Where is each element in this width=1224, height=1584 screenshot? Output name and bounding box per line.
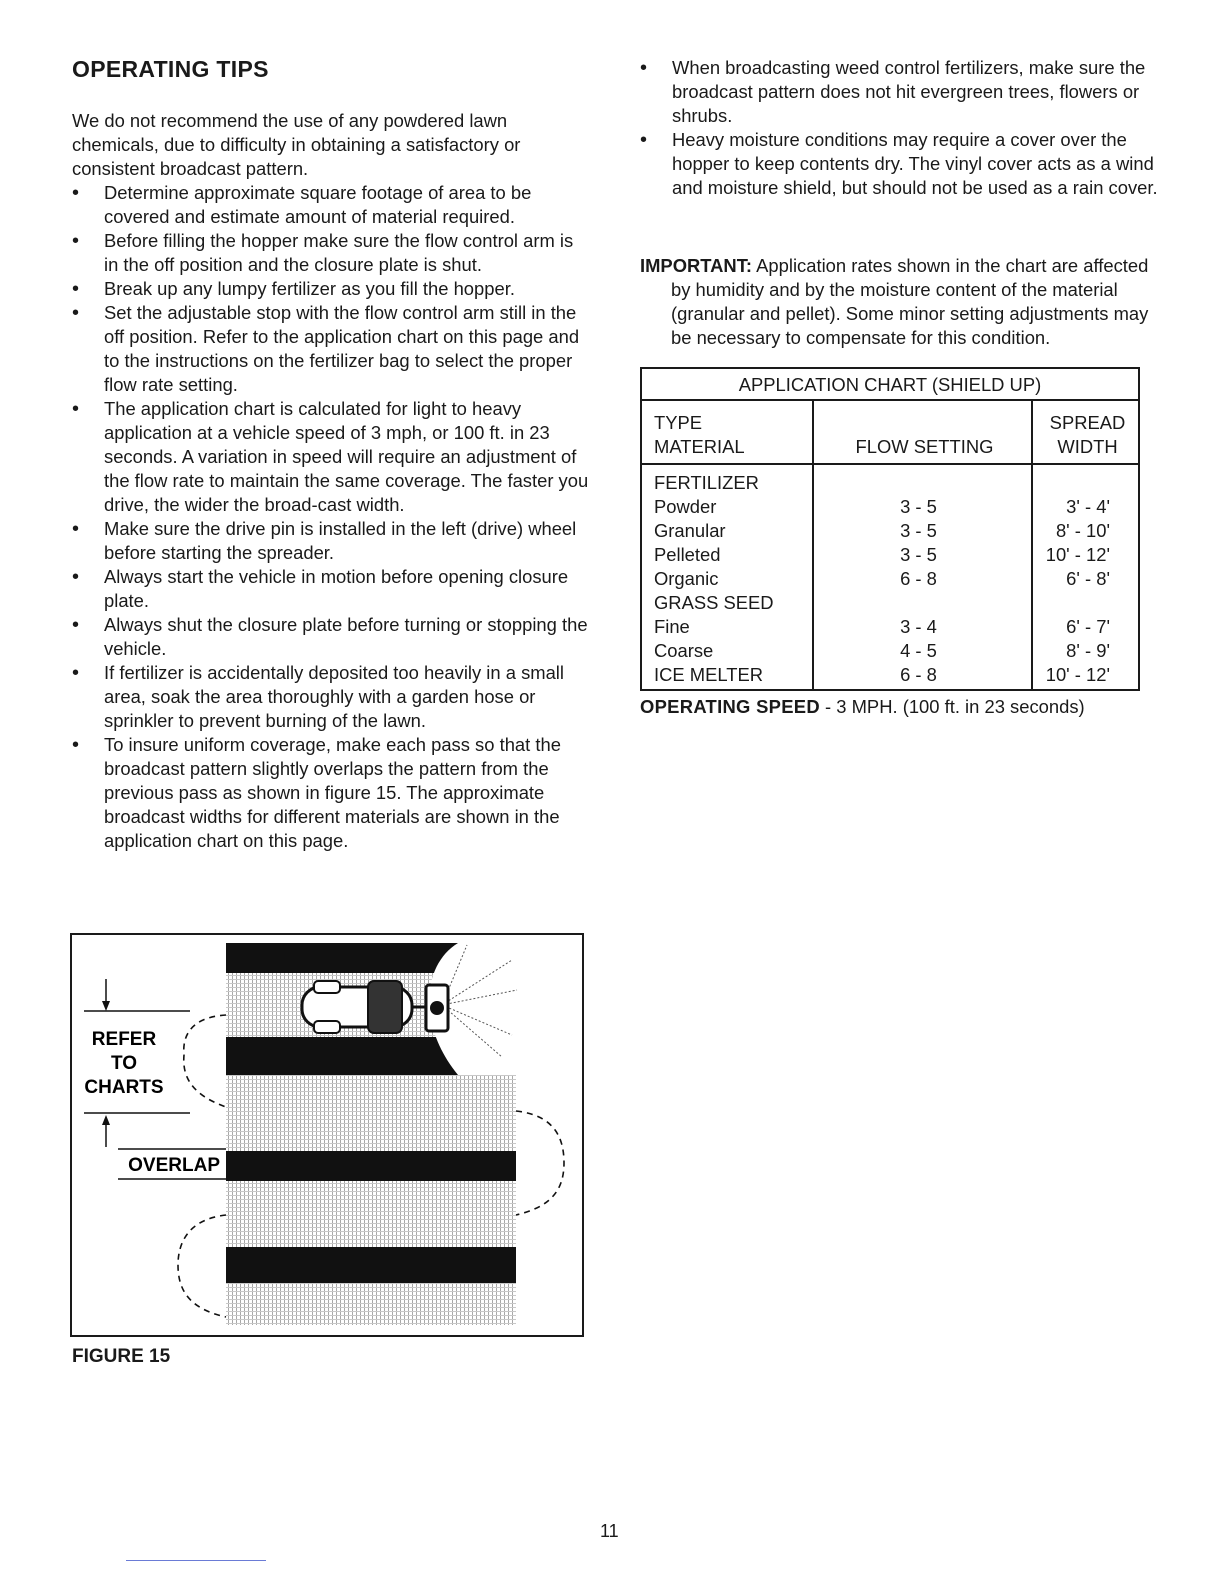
- spread-cell: 8' - 9': [1066, 640, 1110, 661]
- arrow-up-icon: [102, 1115, 110, 1125]
- list-item: • To insure uniform coverage, make each pass so that the broadcast pattern slightly overlaps the pattern from the previous pass as shown in figure 15. The approximate broadcast widths for different materials are shown in the application chart on this page.: [72, 733, 592, 853]
- header-type: [641, 400, 813, 464]
- turn-path: [178, 1215, 226, 1317]
- footer-rule: [126, 1560, 266, 1561]
- chart-title: APPLICATION CHART (SHIELD UP): [641, 368, 1139, 400]
- list-item: • Always shut the closure plate before turning or stopping the vehicle.: [72, 613, 592, 661]
- list-item: • When broadcasting weed control fertilizers, make sure the broadcast pattern does not hit evergreen trees, flowers or shrubs.: [640, 56, 1160, 128]
- application-chart: [640, 367, 1140, 691]
- flow-cell: 3 - 4: [900, 616, 937, 637]
- spread-cell: 10' - 12': [1045, 664, 1110, 685]
- page-heading: OPERATING TIPS: [72, 56, 269, 82]
- tips-list-continued: [640, 56, 1160, 200]
- overlap-diagram: [72, 935, 582, 1335]
- covered-band: [226, 943, 458, 973]
- overlap-label: OVERLAP: [128, 1155, 220, 1176]
- type-column: [641, 464, 813, 690]
- operating-speed-label: OPERATING SPEED: [640, 696, 820, 717]
- type-cell: Fine: [654, 616, 690, 637]
- type-cell: Pelleted: [654, 544, 721, 565]
- list-item: • If fertilizer is accidentally deposited too heavily in a small area, soak the area thoroughly with a garden hose or sprinkler to prevent burning of the lawn.: [72, 661, 592, 733]
- list-item: • Always start the vehicle in motion before opening closure plate.: [72, 565, 592, 613]
- list-item: • Heavy moisture conditions may require a cover over the hopper to keep contents dry. The vinyl cover acts as a wind and moisture shield, but should not be used as a rain cover.: [640, 128, 1160, 200]
- flow-cell: 6 - 8: [900, 568, 937, 589]
- operating-speed-text: - 3 MPH. (100 ft. in 23 seconds): [819, 696, 1085, 717]
- header-spread-line1: SPREAD: [1049, 412, 1126, 433]
- list-item: • Break up any lumpy fertilizer as you fill the hopper.: [72, 277, 592, 301]
- refer-label: REFER: [91, 1029, 157, 1050]
- important-note: [640, 254, 1160, 350]
- header-flow-label: FLOW SETTING: [855, 436, 994, 457]
- page-number: 11: [600, 1521, 619, 1541]
- flow-cell: 4 - 5: [900, 640, 937, 661]
- covered-band: [226, 1037, 458, 1075]
- list-item: • Determine approximate square footage of area to be covered and estimate amount of material required.: [72, 181, 592, 229]
- chart-body: [641, 464, 1139, 690]
- spread-cell: [1045, 471, 1130, 495]
- figure-caption: FIGURE 15: [72, 1346, 171, 1367]
- tips-list: [72, 181, 592, 853]
- refer-label: CHARTS: [84, 1077, 164, 1098]
- flow-cell: [826, 591, 1011, 615]
- spreader-icon: [426, 985, 448, 1031]
- spread-cell: 8' - 10': [1055, 520, 1110, 541]
- header-type-line1: TYPE: [654, 412, 703, 433]
- flow-column: [813, 464, 1032, 690]
- refer-label: TO: [110, 1053, 138, 1074]
- chart-header-row: [641, 400, 1139, 464]
- intro-paragraph: We do not recommend the use of any powdered lawn chemicals, due to difficulty in obtaining a satisfactory or consistent broadcast pattern.: [72, 110, 521, 179]
- turn-path: [516, 1111, 564, 1215]
- header-spread-line2: WIDTH: [1057, 436, 1118, 457]
- flow-cell: 6 - 8: [900, 664, 937, 685]
- type-cell: Granular: [654, 520, 726, 541]
- arrow-down-icon: [102, 1001, 110, 1011]
- header-type-line2: MATERIAL: [654, 436, 745, 457]
- covered-band: [226, 1247, 516, 1283]
- type-cell: Organic: [654, 568, 719, 589]
- list-item: • Make sure the drive pin is installed in the left (drive) wheel before starting the spreader.: [72, 517, 592, 565]
- type-cell: Powder: [654, 496, 717, 517]
- type-cell: ICE MELTER: [654, 664, 763, 685]
- important-label: IMPORTANT:: [640, 255, 753, 276]
- flow-cell: 3 - 5: [900, 520, 937, 541]
- spread-cell: 10' - 12': [1045, 544, 1110, 565]
- covered-band: [226, 1151, 516, 1181]
- spread-cell: [1045, 591, 1130, 615]
- type-cell: FERTILIZER: [654, 472, 759, 493]
- overlap-band: [226, 1181, 516, 1247]
- right-column: [640, 56, 1160, 719]
- spread-cell: 3' - 4': [1066, 496, 1110, 517]
- spread-column: [1032, 464, 1139, 690]
- flow-cell: [826, 471, 1011, 495]
- list-item: • Set the adjustable stop with the flow control arm still in the off position. Refer to the application chart on this page and to the instructions on the fertilizer bag to select the proper flow rate setting.: [72, 301, 592, 397]
- header-flow: [813, 400, 1032, 464]
- flow-cell: 3 - 5: [900, 544, 937, 565]
- left-column: [72, 56, 592, 853]
- list-item: • Before filling the hopper make sure the flow control arm is in the off position and the closure plate is shut.: [72, 229, 592, 277]
- type-cell: Coarse: [654, 640, 714, 661]
- overlap-band: [226, 1075, 516, 1151]
- header-spread: [1032, 400, 1139, 464]
- operating-speed: [640, 695, 1160, 719]
- important-text: Application rates shown in the chart are affected by humidity and by the moisture content of the material (granular and pellet). Some minor setting adjustments may be necessary to compensate for this condition.: [671, 255, 1149, 348]
- spread-cell: 6' - 8': [1066, 568, 1110, 589]
- figure-15-diagram: [70, 933, 584, 1337]
- overlap-band: [226, 1283, 516, 1325]
- type-cell: GRASS SEED: [654, 592, 774, 613]
- spread-cell: 6' - 7': [1066, 616, 1110, 637]
- turn-path: [184, 1015, 226, 1107]
- flow-cell: 3 - 5: [900, 496, 937, 517]
- list-item: • The application chart is calculated for light to heavy application at a vehicle speed of 3 mph, or 100 ft. in 23 seconds. A variation in speed will require an adjustment of the flow rate to maintain the same coverage. The faster you drive, the wider the broad-cast width.: [72, 397, 592, 517]
